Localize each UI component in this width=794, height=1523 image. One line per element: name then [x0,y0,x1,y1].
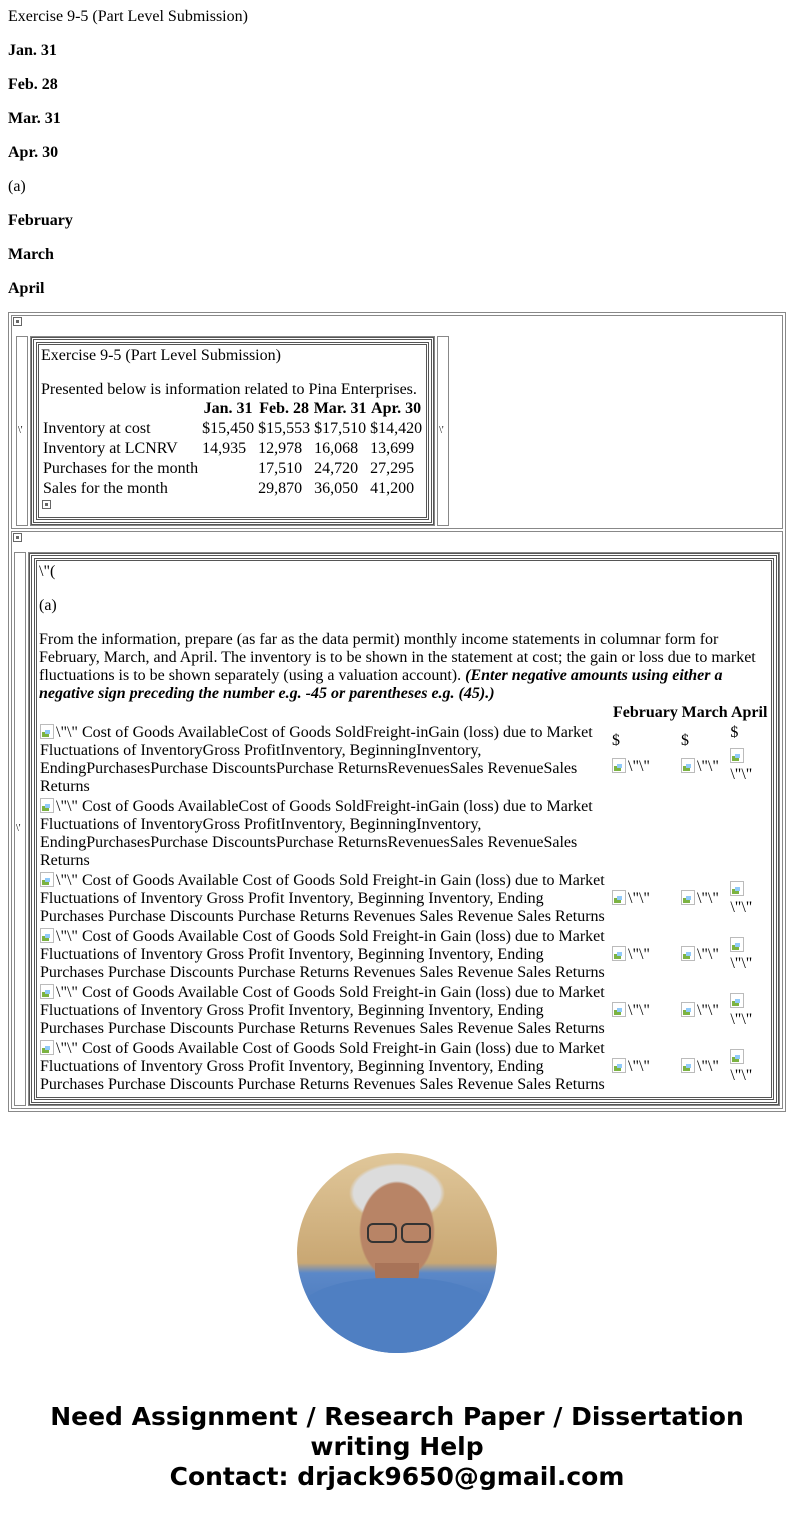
problem-box [31,337,434,525]
table-row [39,797,769,871]
question-part: (a) [39,597,57,614]
amount-input[interactable]: \"\" [628,946,650,963]
collapse-icon[interactable] [13,317,22,326]
question-box [29,553,779,1105]
month-apr: April [8,280,45,297]
table-row [39,983,769,1039]
amount-input[interactable]: \"\" [696,946,719,963]
col-april: April [730,704,768,721]
date-mar: Mar. 31 [8,110,61,127]
account-select[interactable]: \"\" Cost of Goods Available Cost of Goods Sold Freight-in Gain (loss) due to Market Fluctuations of Inventory Gross Profit Inventory, Beginning Inventory, Ending Purchases Purchase Discounts Purchase Returns Revenues Sales Revenue Sales Returns [40,872,605,925]
broken-image-icon [40,1040,54,1055]
promo-footer [0,1402,794,1492]
broken-image-icon [40,798,54,813]
broken-image-icon [40,724,54,739]
broken-image-icon [681,758,695,773]
amount-input[interactable]: \"\" [696,1002,719,1019]
table-row: Inventory at cost $15,450 $15,553 $17,510 $14,420 [43,420,423,437]
amount-input[interactable]: \"\" [730,766,753,783]
account-select[interactable]: \"\" Cost of Goods Available Cost of Goods Sold Freight-in Gain (loss) due to Market Fluctuations of Inventory Gross Profit Inventory, Beginning Inventory, Ending Purchases Purchase Discounts Purchase Returns Revenues Sales Revenue Sales Returns [40,984,605,1037]
amount-input[interactable]: \"\" [628,758,650,775]
amount-input[interactable]: \"\" [696,890,719,907]
collapse-icon[interactable] [42,500,51,509]
col-march: March [681,704,728,721]
instructions: From the information, prepare (as far as the data permit) monthly income statements in columnar form for February, March, and April. The inventory is to be shown in the statement at cost; the gain or loss due to market fluctuations is to be shown separately (using a valuation account). [39,631,756,684]
contact-line[interactable]: Contact: drjack9650@gmail.com [169,1462,625,1491]
broken-image-icon [730,748,744,763]
problem-title: Exercise 9-5 (Part Level Submission) [41,347,281,364]
page-title: Exercise 9-5 (Part Level Submission) [8,8,248,25]
problem-intro: Presented below is information related to Pina Enterprises. [41,381,417,398]
amount-input[interactable]: \"\" [628,1002,650,1019]
currency-sign: $ [730,724,739,741]
broken-image-icon [612,1002,626,1017]
question-frame [12,550,782,1108]
broken-image-icon [40,872,54,887]
part-label: (a) [8,178,26,195]
broken-image-icon [612,946,626,961]
broken-image-icon [681,1058,695,1073]
broken-image-icon [40,928,54,943]
amount-input[interactable]: \"\" [730,1011,753,1028]
table-row [39,723,769,797]
amount-input[interactable]: \"\" [628,1058,650,1075]
author-photo [297,1153,497,1353]
currency-sign: $ [680,732,689,749]
income-statement-table [39,703,769,1095]
instructions-emphasis: (Enter negative amounts using either a negative sign preceding the number e.g. -45 or parentheses e.g. (45).) [39,667,723,702]
account-select[interactable]: \"\" Cost of Goods AvailableCost of Goods SoldFreight-inGain (loss) due to Market Fluctuations of InventoryGross ProfitInventory, BeginningInventory, EndingPurchasesPurchase DiscountsPurchase ReturnsRevenuesSales RevenueSales Returns [40,798,593,869]
table-row: Purchases for the month 17,510 24,720 27,295 [43,460,415,477]
amount-input[interactable]: \"\" [696,758,719,775]
side-glyph: \' [14,552,26,1106]
account-select[interactable]: \"\" Cost of Goods Available Cost of Goods Sold Freight-in Gain (loss) due to Market Fluctuations of Inventory Gross Profit Inventory, Beginning Inventory, Ending Purchases Purchase Discounts Purchase Returns Revenues Sales Revenue Sales Returns [40,928,605,981]
broken-image-icon [612,758,626,773]
table-row [39,927,769,983]
amount-input[interactable]: \"\" [730,1067,753,1084]
broken-image-icon [40,984,54,999]
layout-table [8,312,786,1112]
date-jan: Jan. 31 [8,42,57,59]
question-lead: \"( [39,563,56,580]
table-row: Sales for the month 29,870 36,050 41,200 [43,480,415,497]
broken-image-icon [730,1049,744,1064]
table-row [39,871,769,927]
date-feb: Feb. 28 [8,76,58,93]
table-row: Inventory at LCNRV 14,935 12,978 16,068 13,699 [43,440,415,457]
broken-image-icon [681,890,695,905]
account-select[interactable]: \"\" Cost of Goods AvailableCost of Goods SoldFreight-inGain (loss) due to Market Fluctuations of InventoryGross ProfitInventory, BeginningInventory, EndingPurchasesPurchase DiscountsPurchase ReturnsRevenuesSales RevenueSales Returns [40,724,593,795]
col-header: Jan. 31 [203,400,253,417]
collapse-icon[interactable] [13,533,22,542]
promo-line: Need Assignment / Research Paper / Dissertation writing Help [50,1402,744,1461]
col-header: Feb. 28 [259,400,309,417]
month-mar: March [8,246,54,263]
currency-sign: $ [612,732,620,749]
account-select[interactable]: \"\" Cost of Goods Available Cost of Goods Sold Freight-in Gain (loss) due to Market Fluctuations of Inventory Gross Profit Inventory, Beginning Inventory, Ending Purchases Purchase Discounts Purchase Returns Revenues Sales Revenue Sales Returns [40,1040,605,1093]
date-apr: Apr. 30 [8,144,59,161]
broken-image-icon [612,890,626,905]
amount-input[interactable]: \"\" [730,899,753,916]
broken-image-icon [730,881,744,896]
amount-input[interactable]: \"\" [628,890,650,907]
table-row [39,1039,769,1095]
broken-image-icon [612,1058,626,1073]
broken-image-icon [730,993,744,1008]
broken-image-icon [730,937,744,952]
col-february: February [613,704,678,721]
side-glyph: \' [16,336,28,526]
amount-input[interactable]: \"\" [696,1058,719,1075]
amount-input[interactable]: \"\" [730,955,753,972]
col-header: Mar. 31 [313,400,367,417]
broken-image-icon [681,1002,695,1017]
problem-frame [14,334,451,528]
side-glyph: \' [437,336,449,526]
month-feb: February [8,212,73,229]
col-header: Apr. 30 [371,400,422,417]
broken-image-icon [681,946,695,961]
problem-data-table [41,399,424,499]
